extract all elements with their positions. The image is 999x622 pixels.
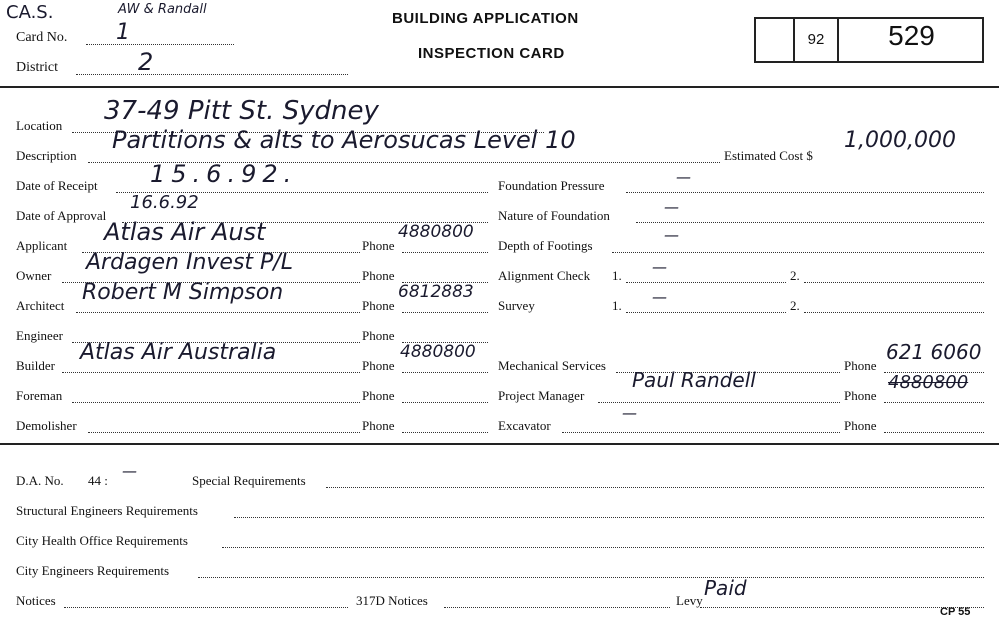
form-code: CP 55 [940,606,971,618]
builder-phone-label: Phone [362,358,395,373]
special-requirements-label: Special Requirements [192,473,306,488]
foreman-line [72,402,360,403]
city-engineers-line [198,577,984,578]
survey-label: Survey [498,298,535,313]
excavator-label: Excavator [498,418,551,433]
architect-phone-line [402,312,488,313]
survey-1-value: — [652,288,667,306]
project-manager-label: Project Manager [498,388,585,403]
excavator-phone-line [884,432,984,433]
depth-of-footings-value: — [664,226,679,244]
builder-phone: 4880800 [400,342,476,362]
alignment-check-1-value: — [652,258,667,276]
survey-1-line [626,312,786,313]
applicant-value: Atlas Air Aust [104,218,266,246]
description-label: Description [16,148,77,163]
form-title-line1: BUILDING APPLICATION [392,10,579,27]
nature-of-foundation-line [636,222,984,223]
alignment-check-1-label: 1. [612,268,622,283]
demolisher-phone-line [402,432,488,433]
survey-2-label: 2. [790,298,800,313]
mechanical-phone-label: Phone [844,358,877,373]
foreman-phone-label: Phone [362,388,395,403]
description-value: Partitions & alts to Aerosucas Level 10 [112,126,576,154]
alignment-check-2-line [804,282,984,283]
foreman-phone-line [402,402,488,403]
pm-phone: 4880800 [888,372,969,393]
date-of-approval-label: Date of Approval [16,208,107,223]
excavator-line [562,432,840,433]
demolisher-label: Demolisher [16,418,77,433]
date-of-receipt-value: 15.6.92. [150,160,298,188]
district-value: 2 [138,48,154,76]
applicant-phone: 4880800 [398,222,474,242]
project-manager-line [598,402,840,403]
pm-phone-label: Phone [844,388,877,403]
nature-of-foundation-value: — [664,198,679,216]
structural-engineers-label: Structural Engineers Requirements [16,503,198,518]
middle-rule [0,443,999,445]
district-label: District [16,60,58,75]
notices-317d-line [444,607,670,608]
date-of-approval-value: 16.6.92 [130,192,199,213]
card-no-line [86,44,234,45]
structural-engineers-line [234,517,984,518]
estimated-cost-value: 1,000,000 [844,128,956,153]
estimated-cost-label: Estimated Cost $ [724,148,813,163]
card-no-label: Card No. [16,30,68,45]
foundation-pressure-label: Foundation Pressure [498,178,605,193]
foundation-pressure-value: — [676,168,691,186]
survey-2-line [804,312,984,313]
notices-line [64,607,348,608]
builder-label: Builder [16,358,55,373]
foundation-pressure-line [626,192,984,193]
applicant-phone-line [402,252,488,253]
builder-value: Atlas Air Australia [80,340,277,365]
district-line [76,74,348,75]
alignment-check-label: Alignment Check [498,268,591,283]
special-requirements-line [326,487,984,488]
mechanical-services-label: Mechanical Services [498,358,606,373]
header-rule [0,86,999,88]
depth-of-footings-label: Depth of Footings [498,238,593,253]
alignment-check-1-line [626,282,786,283]
form-title-line2: INSPECTION CARD [418,45,565,62]
levy-label: Levy [676,593,703,608]
engineer-label: Engineer [16,328,63,343]
levy-value: Paid [704,576,747,600]
builder-line [62,372,360,373]
box-year: 92 [807,31,825,48]
engineer-phone-label: Phone [362,328,395,343]
location-label: Location [16,118,63,133]
city-health-label: City Health Office Requirements [16,533,188,548]
architect-value: Robert M Simpson [82,280,284,305]
depth-of-footings-line [612,252,984,253]
nature-of-foundation-label: Nature of Foundation [498,208,610,223]
architect-line [76,312,360,313]
owner-phone-label: Phone [362,268,395,283]
corner-signature: AW & Randall [118,2,207,17]
foreman-label: Foreman [16,388,63,403]
demolisher-phone-label: Phone [362,418,395,433]
notices-label: Notices [16,593,56,608]
corner-note: CA.S. [6,2,54,23]
project-manager-value: Paul Randell [632,368,756,392]
city-engineers-label: City Engineers Requirements [16,563,170,578]
city-health-line [222,547,984,548]
owner-value: Ardagen Invest P/L [86,250,293,275]
alignment-check-2-label: 2. [790,268,800,283]
applicant-phone-label: Phone [362,238,395,253]
excavator-phone-label: Phone [844,418,877,433]
builder-phone-line [402,372,488,373]
location-value: 37-49 Pitt St. Sydney [104,96,379,126]
architect-phone: 6812883 [398,282,474,302]
survey-1-label: 1. [612,298,622,313]
excavator-value: — [622,404,637,422]
architect-label: Architect [16,298,65,313]
da-no-value: 44 : [88,473,108,488]
pm-phone-line [884,402,984,403]
date-of-receipt-label: Date of Receipt [16,178,98,193]
card-no-value: 1 [116,20,130,45]
mechanical-phone: 621 6060 [886,340,982,364]
applicant-label: Applicant [16,238,68,253]
da-no-dash: — [122,462,137,480]
demolisher-line [88,432,360,433]
da-no-label: D.A. No. [16,473,64,488]
architect-phone-label: Phone [362,298,395,313]
owner-label: Owner [16,268,52,283]
notices-317d-label: 317D Notices [356,593,428,608]
box-number: 529 [888,20,935,51]
